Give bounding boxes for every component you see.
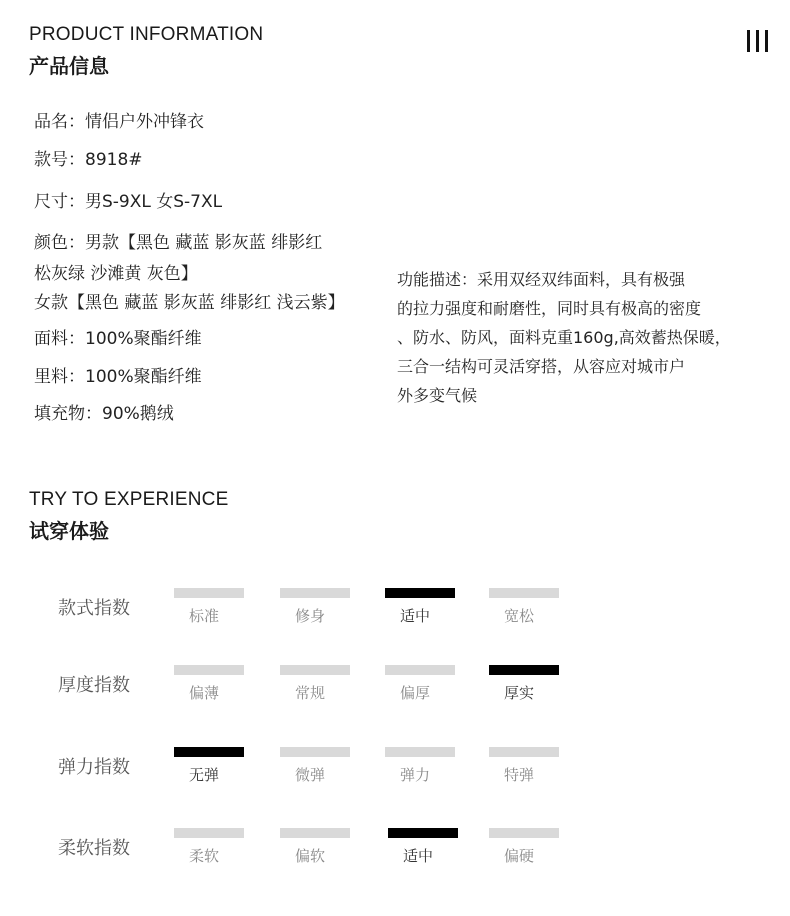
option-bar xyxy=(280,828,350,838)
row-label-style: 款式指数 xyxy=(58,598,130,619)
option-label: 适中 xyxy=(402,847,433,865)
option-thickness-thick xyxy=(489,665,559,702)
spec-size: 尺寸：男S-9XL 女S-7XL xyxy=(34,192,223,212)
option-label: 标准 xyxy=(188,607,219,625)
option-style-standard xyxy=(174,588,244,625)
option-label: 适中 xyxy=(399,607,430,625)
spec-lining: 里料：100%聚酯纤维 xyxy=(34,367,202,387)
spec-fabric: 面料：100%聚酯纤维 xyxy=(34,329,202,349)
option-elasticity-none xyxy=(174,747,244,784)
option-label: 偏薄 xyxy=(188,684,219,702)
function-line: 功能描述：采用双经双纬面料，具有极强 xyxy=(397,270,686,289)
option-label: 偏软 xyxy=(294,847,325,865)
option-label: 偏硬 xyxy=(503,847,534,865)
spec-name: 品名：情侣户外冲锋衣 xyxy=(34,112,204,132)
function-line: 、防水、防风，面料克重160g,高效蓄热保暖， xyxy=(397,328,731,347)
option-bar xyxy=(489,588,559,598)
row-label-thickness: 厚度指数 xyxy=(58,675,130,696)
option-label: 厚实 xyxy=(503,684,534,702)
option-style-moderate xyxy=(385,588,455,625)
option-label: 柔软 xyxy=(188,847,219,865)
option-label: 弹力 xyxy=(399,766,430,784)
option-bar xyxy=(174,665,244,675)
option-bar xyxy=(388,828,458,838)
menu-icon[interactable] xyxy=(747,30,771,52)
spec-color-women: 女款【黑色 藏蓝 影灰蓝 绯影红 浅云紫】 xyxy=(34,293,345,313)
experience-title-en: TRY TO EXPERIENCE xyxy=(29,489,229,510)
option-bar xyxy=(174,828,244,838)
option-bar xyxy=(280,588,350,598)
option-bar xyxy=(280,747,350,757)
function-line: 的拉力强度和耐磨性，同时具有极高的密度 xyxy=(397,299,702,318)
option-softness-soft xyxy=(174,828,244,865)
spec-color-men: 颜色：男款【黑色 藏蓝 影灰蓝 绯影红 xyxy=(34,233,323,253)
option-elasticity-slight xyxy=(280,747,350,784)
function-line: 三合一结构可灵活穿搭，从容应对城市户 xyxy=(397,357,686,376)
experience-title-zh: 试穿体验 xyxy=(29,519,109,543)
option-label: 微弹 xyxy=(294,766,325,784)
option-bar xyxy=(280,665,350,675)
option-bar xyxy=(385,588,455,598)
spec-filling: 填充物：90%鹅绒 xyxy=(34,404,174,424)
spec-style-number: 款号：8918# xyxy=(34,150,143,170)
option-bar xyxy=(174,588,244,598)
option-bar xyxy=(489,828,559,838)
option-label: 偏厚 xyxy=(399,684,430,702)
option-label: 特弹 xyxy=(503,766,534,784)
product-info-title-en: PRODUCT INFORMATION xyxy=(29,24,264,45)
option-label: 宽松 xyxy=(503,607,534,625)
option-bar xyxy=(385,747,455,757)
option-thickness-thin xyxy=(174,665,244,702)
option-style-loose xyxy=(489,588,559,625)
option-bar xyxy=(174,747,244,757)
option-bar xyxy=(489,665,559,675)
product-info-title-zh: 产品信息 xyxy=(29,54,109,78)
option-elasticity-extra xyxy=(489,747,559,784)
option-bar xyxy=(385,665,455,675)
option-style-slim xyxy=(280,588,350,625)
function-line: 外多变气候 xyxy=(397,386,478,405)
option-bar xyxy=(489,747,559,757)
row-label-elasticity: 弹力指数 xyxy=(58,757,130,778)
option-softness-hard xyxy=(489,828,559,865)
option-softness-moderate xyxy=(388,828,458,865)
option-thickness-regular xyxy=(280,665,350,702)
option-elasticity-elastic xyxy=(385,747,455,784)
option-label: 无弹 xyxy=(188,766,219,784)
option-label: 常规 xyxy=(294,684,325,702)
option-thickness-thickish xyxy=(385,665,455,702)
row-label-softness: 柔软指数 xyxy=(58,838,130,859)
spec-color-men-cont: 松灰绿 沙滩黄 灰色】 xyxy=(34,264,198,284)
option-softness-softish xyxy=(280,828,350,865)
option-label: 修身 xyxy=(294,607,325,625)
